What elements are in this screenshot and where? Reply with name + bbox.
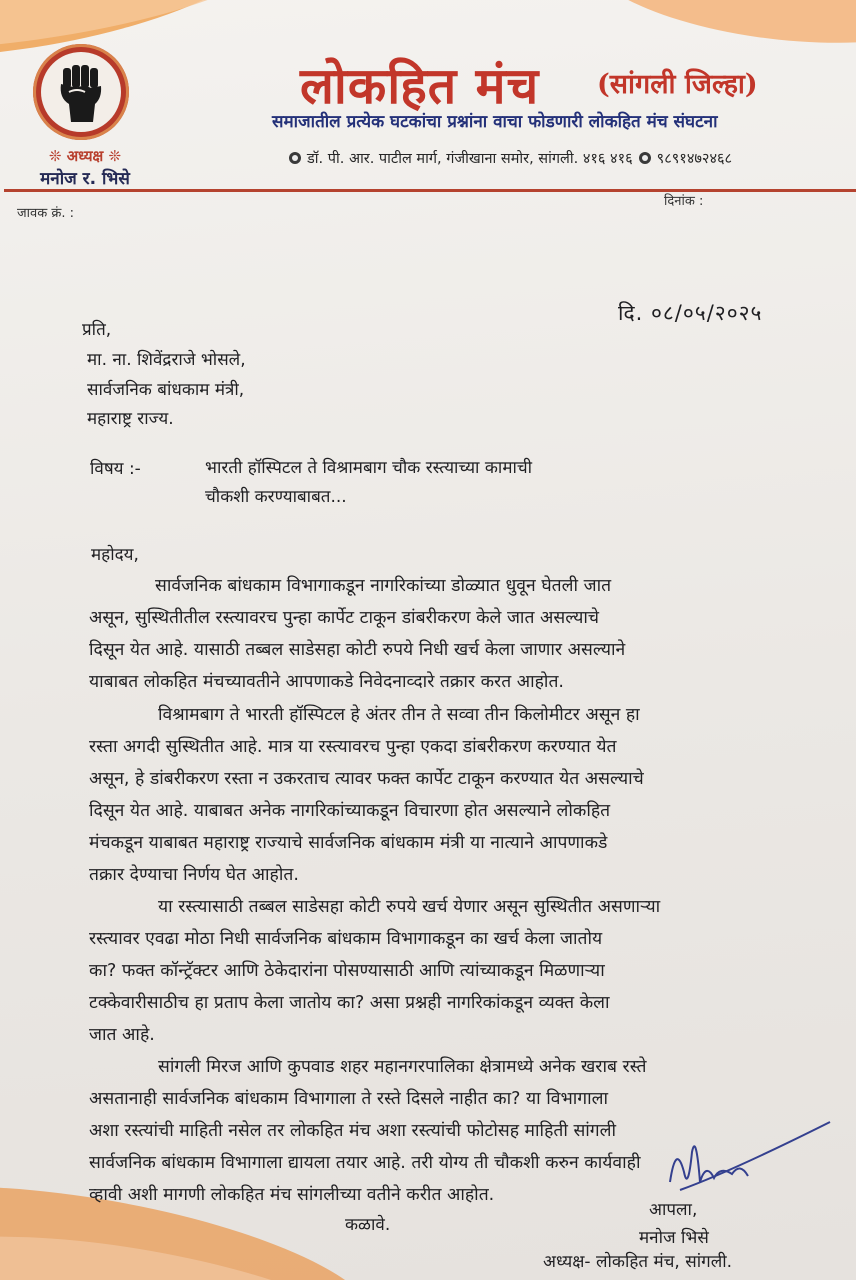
decorative-swoosh bbox=[569, 0, 856, 62]
date-label: दिनांक : bbox=[664, 194, 704, 209]
salutation: महोदय, bbox=[91, 545, 139, 565]
president-title: ❊ अध्यक्ष ❊ bbox=[48, 147, 122, 165]
body-line: सार्वजनिक बांधकाम विभागाला द्यायला तयार आहे. तरी योग्य ती चौकशी करुन कार्यवाही bbox=[89, 1153, 641, 1173]
body-line: रस्ता अगदी सुस्थितीत आहे. मात्र या रस्त्यावरच पुन्हा एकदा डांबरीकरण करण्यात येत bbox=[89, 737, 617, 757]
subject-line: चौकशी करण्याबाबत... bbox=[205, 487, 347, 507]
president-name: मनोज र. भिसे bbox=[40, 169, 130, 189]
phone-icon bbox=[639, 152, 651, 164]
letter-date: दि. ०८/०५/२०२५ bbox=[618, 301, 763, 325]
body-line: दिसून येत आहे. याबाबत अनेक नागरिकांच्याकडून विचारणा होत असल्याने लोकहित bbox=[89, 801, 611, 821]
org-district: (सांगली जिल्हा) bbox=[597, 69, 758, 100]
recipient-line: महाराष्ट्र राज्य. bbox=[87, 409, 174, 429]
body-line: का? फक्त कॉन्ट्रॅक्टर आणि ठेकेदारांना पोसण्यासाठी आणि त्यांच्याकडून मिळणाऱ्या bbox=[89, 961, 605, 981]
body-line: दिसून येत आहे. यासाठी तब्बल साडेसहा कोटी रुपये निधी खर्च केला जाणार असल्याने bbox=[89, 640, 626, 660]
recipient-line: सार्वजनिक बांधकाम मंत्री, bbox=[87, 380, 245, 400]
body-line: जात आहे. bbox=[89, 1025, 155, 1045]
location-pin-icon bbox=[289, 152, 301, 164]
body-line: विश्रामबाग ते भारती हॉस्पिटल हे अंतर तीन ते सव्वा तीन किलोमीटर असून हा bbox=[158, 705, 640, 725]
tagline: समाजातील प्रत्येक घटकांचा प्रश्नांना वाचा फोडणारी लोकहित मंच संघटना bbox=[272, 112, 718, 132]
body-line: सार्वजनिक बांधकाम विभागाकडून नागरिकांच्या डोळ्यात धुवून घेतली जात bbox=[155, 576, 612, 596]
closing-aapla: आपला, bbox=[649, 1200, 698, 1220]
logo bbox=[33, 44, 129, 140]
raised-fist-icon bbox=[55, 62, 107, 124]
body-line: टक्केवारीसाठीच हा प्रताप केला जातोय का? असा प्रश्नही नागरिकांकडून व्यक्त केला bbox=[89, 993, 610, 1013]
body-line: तक्रार देण्याचा निर्णय घेत आहोत. bbox=[89, 865, 299, 885]
phone-number: ९८९१४७२४६८ bbox=[656, 151, 733, 167]
address: डॉ. पी. आर. पाटील मार्ग, गंजीखाना समोर, सांगली. ४१६ ४१६ bbox=[307, 151, 633, 167]
body-line: सांगली मिरज आणि कुपवाड शहर महानगरपालिका क्षेत्रामध्ये अनेक खराब रस्ते bbox=[158, 1057, 647, 1077]
body-line: मंचकडून याबाबत महाराष्ट्र राज्याचे सार्वजनिक बांधकाम मंत्री या नात्याने आपणाकडे bbox=[89, 833, 608, 853]
org-name: लोकहित मंच bbox=[300, 56, 540, 115]
reference-number-label: जावक क्रं. : bbox=[17, 206, 74, 221]
closing-kalave: कळावे. bbox=[345, 1215, 391, 1235]
body-line: असून, सुस्थितीतील रस्त्यावरच पुन्हा कार्पेट टाकून डांबरीकरण केले जात असल्याचे bbox=[89, 608, 599, 628]
subject-label: विषय :- bbox=[90, 459, 141, 479]
body-line: व्हावी अशी मागणी लोकहित मंच सांगलीच्या वतीने करीत आहोत. bbox=[89, 1185, 495, 1205]
body-line: अशा रस्त्यांची माहिती नसेल तर लोकहित मंच अशा रस्त्यांची फोटोसह माहिती सांगली bbox=[89, 1121, 617, 1141]
body-line: असून, हे डांबरीकरण रस्ता न उकरताच त्यावर फक्त कार्पेट टाकून करण्यात येत असल्याचे bbox=[89, 769, 644, 789]
body-line: रस्त्यावर एवढा मोठा निधी सार्वजनिक बांधकाम विभागाकडून का खर्च केला जातोय bbox=[89, 929, 603, 949]
recipient-line: मा. ना. शिवेंद्रराजे भोसले, bbox=[87, 350, 246, 370]
address-row bbox=[289, 148, 732, 168]
body-line: असतानाही सार्वजनिक बांधकाम विभागाला ते रस्ते दिसले नाहीत का? या विभागाला bbox=[89, 1089, 609, 1109]
to-label: प्रति, bbox=[82, 320, 112, 340]
handwritten-signature bbox=[640, 1112, 840, 1222]
header-divider bbox=[4, 189, 856, 192]
signatory-title: अध्यक्ष- लोकहित मंच, सांगली. bbox=[543, 1252, 733, 1272]
signatory-name: मनोज भिसे bbox=[639, 1228, 709, 1248]
subject-line: भारती हॉस्पिटल ते विश्रामबाग चौक रस्त्याच्या कामाची bbox=[205, 458, 533, 478]
body-line: याबाबत लोकहित मंचच्यावतीने आपणाकडे निवेदनाव्दारे तक्रार करत आहोत. bbox=[89, 672, 564, 692]
body-line: या रस्त्यासाठी तब्बल साडेसहा कोटी रुपये खर्च येणार असून सुस्थितीत असणाऱ्या bbox=[158, 897, 661, 917]
